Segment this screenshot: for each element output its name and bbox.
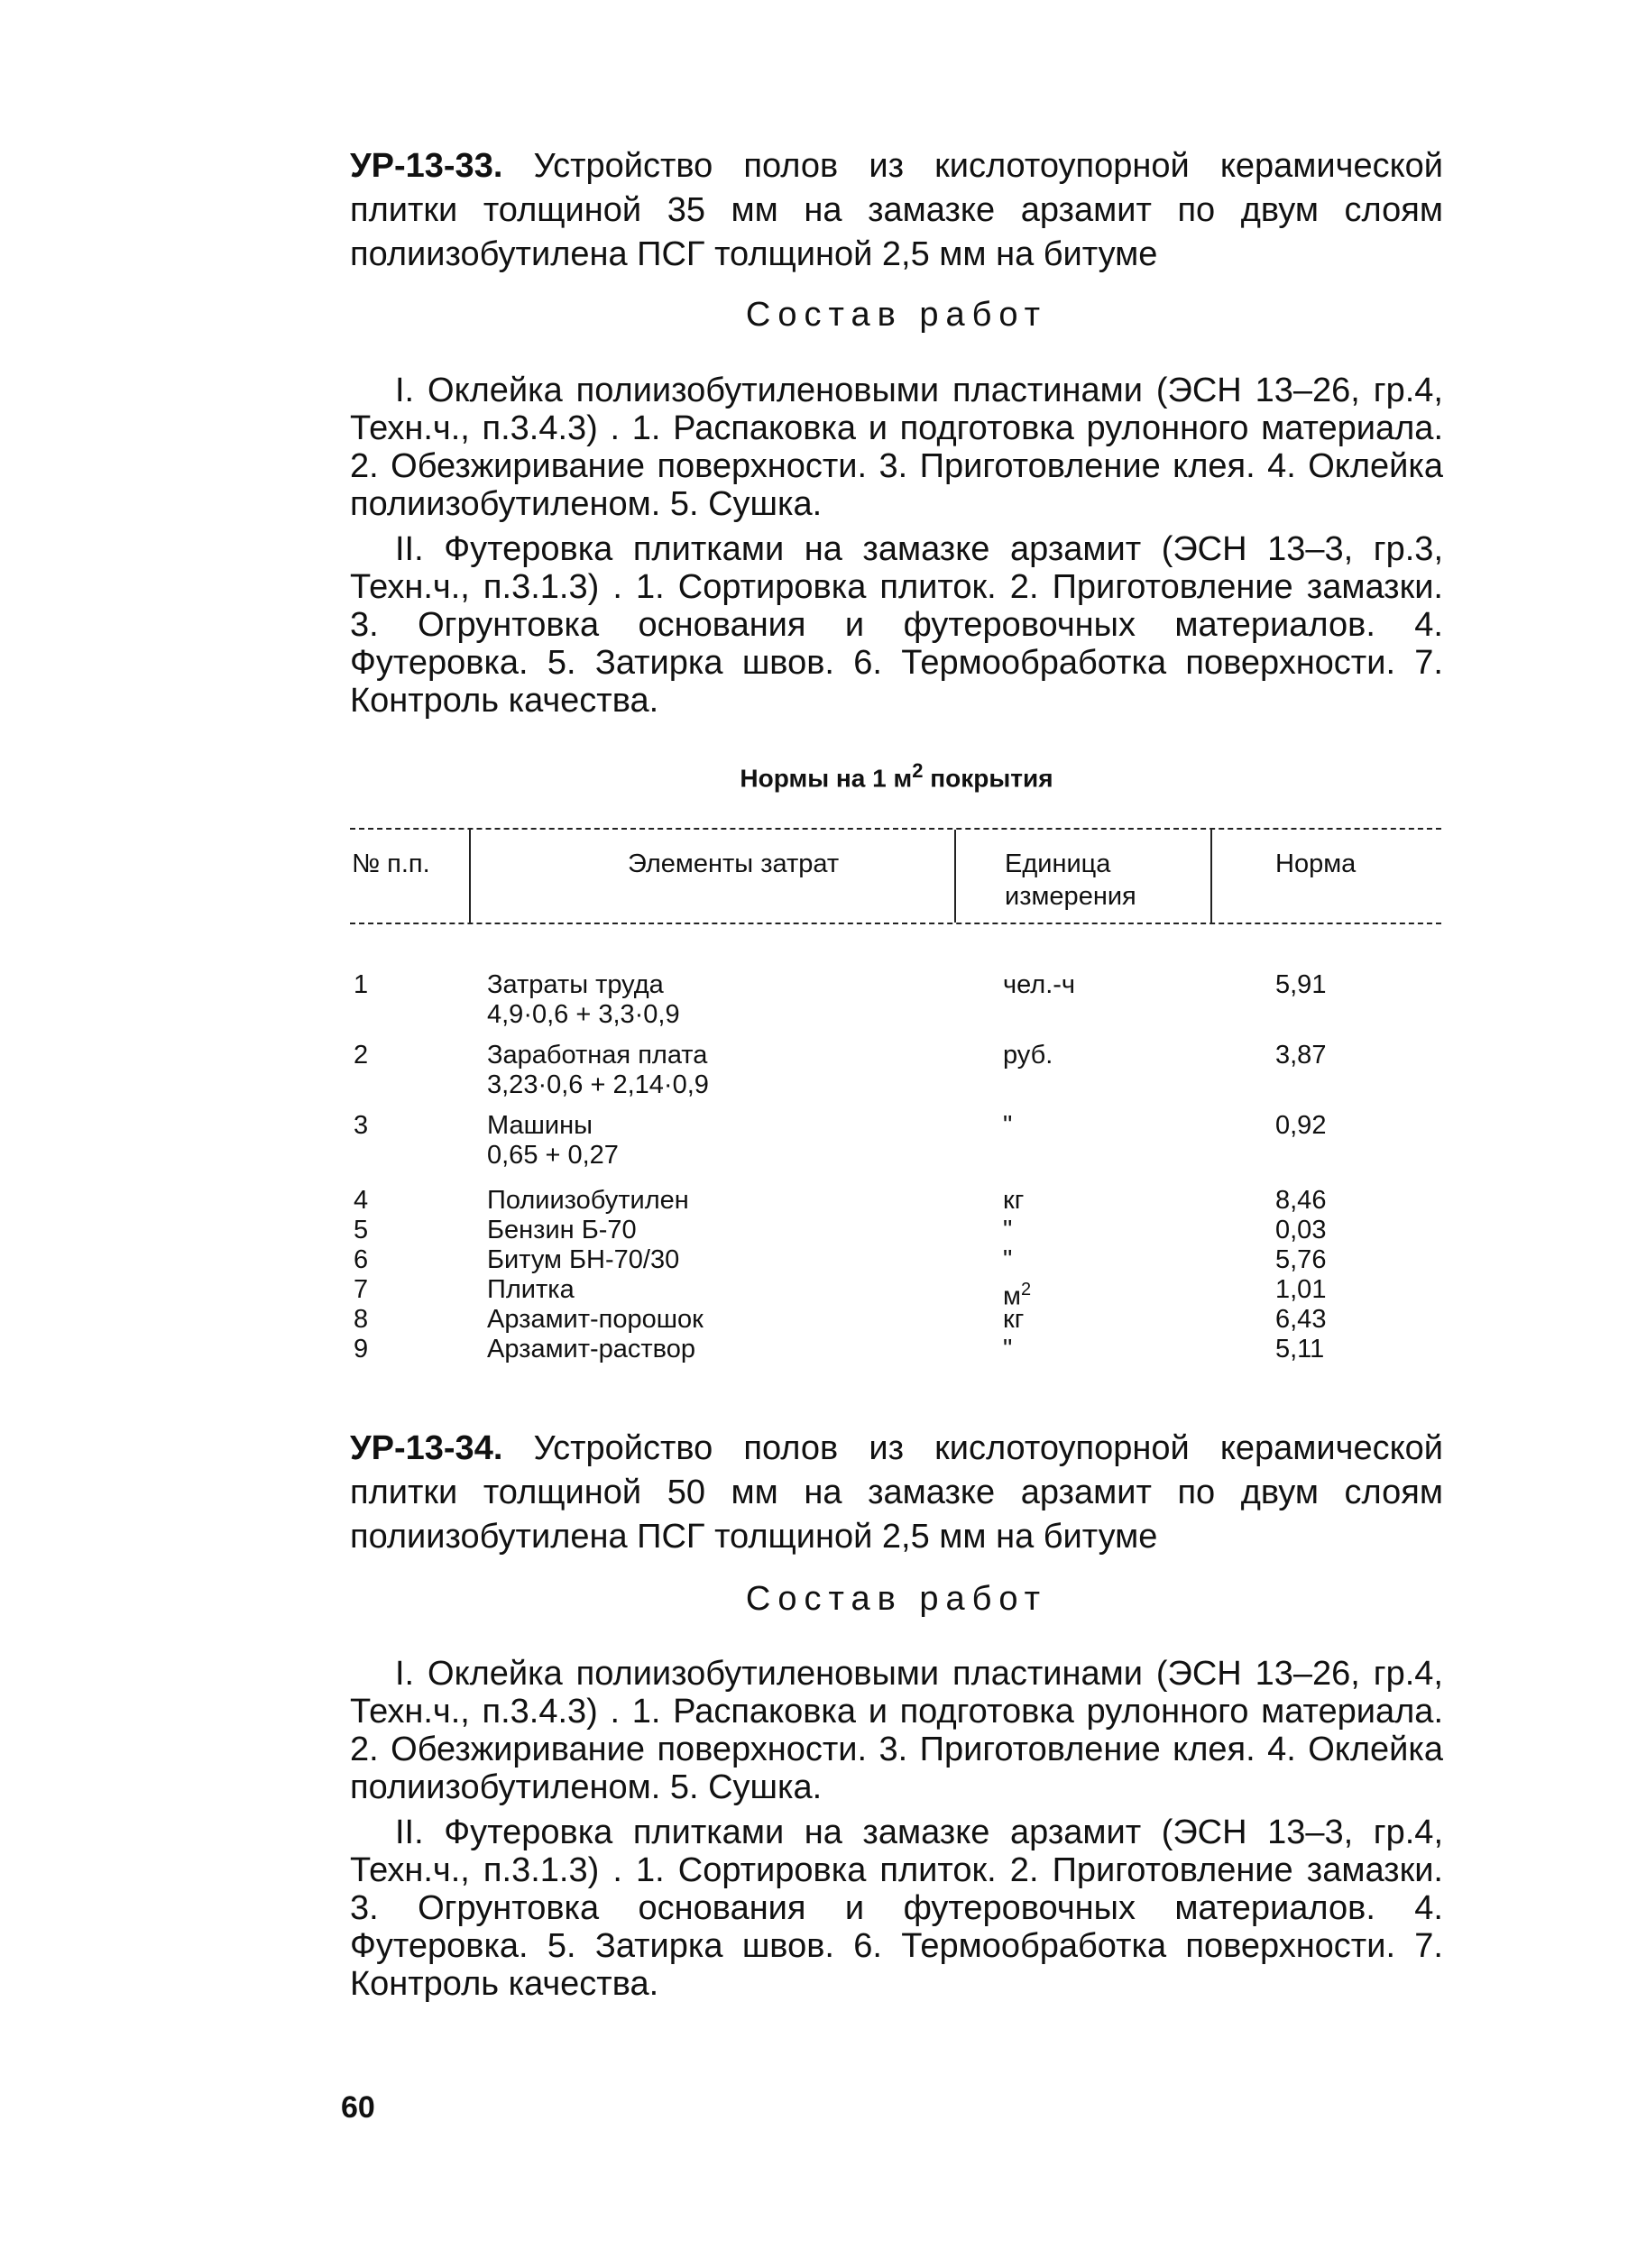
section-2-works-list xyxy=(350,1655,1443,2010)
row-num: 1 xyxy=(354,970,369,999)
row-norm: 3,87 xyxy=(1275,1041,1327,1070)
row-unit-superscript: 2 xyxy=(1020,1280,1032,1299)
row-num: 3 xyxy=(354,1111,369,1140)
row-unit: кг xyxy=(1003,1186,1025,1215)
page-number: 60 xyxy=(341,2090,375,2125)
row-norm: 5,11 xyxy=(1275,1335,1325,1364)
row-element xyxy=(487,970,680,1030)
row-unit: " xyxy=(1003,1245,1013,1274)
row-unit: " xyxy=(1003,1216,1013,1244)
row-element xyxy=(487,1111,619,1171)
row-norm: 0,03 xyxy=(1275,1216,1327,1244)
section-1-works-list xyxy=(350,372,1443,727)
header-num: № п.п. xyxy=(352,849,430,878)
row-unit: руб. xyxy=(1003,1041,1053,1070)
section-2-heading xyxy=(350,1427,1443,1559)
header-unit-line-1: Единица xyxy=(1005,849,1111,878)
row-unit-text: м xyxy=(1003,1281,1021,1311)
row-unit: " xyxy=(1003,1111,1013,1140)
header-unit xyxy=(1005,848,1136,913)
header-norm: Норма xyxy=(1275,849,1357,878)
row-element: Арзамит-раствор xyxy=(487,1335,696,1364)
row-element-name: Затраты труда xyxy=(487,970,664,999)
row-element: Бензин Б-70 xyxy=(487,1216,637,1244)
table-column-divider xyxy=(469,830,471,923)
norms-title-superscript: 2 xyxy=(912,759,924,782)
row-norm: 5,76 xyxy=(1275,1245,1327,1274)
table-column-divider xyxy=(954,830,956,923)
row-num: 8 xyxy=(354,1305,369,1334)
row-unit: кг xyxy=(1003,1305,1025,1334)
section-1-work-item: II. Футеровка плитками на замазке арзамит (ЭСН 13–3, гр.3, Техн.ч., п.3.1.3) . 1. Сортировка плиток. 2. Приготовление замазки. 3. Огрунтовка основания и футеровочных материалов. 4. Футеровка. 5. Затирка швов. 6. Термообработка поверхности. 7. Контроль качества. xyxy=(350,530,1443,720)
section-2-heading-text xyxy=(350,1427,1443,1559)
section-2-code: УР-13-34. xyxy=(350,1429,503,1467)
row-num: 4 xyxy=(354,1186,369,1215)
row-unit: " xyxy=(1003,1335,1013,1364)
section-1-title: Устройство полов из кислотоупорной керамической плитки толщиной 35 мм на замазке арзамит по двум слоям полиизобутилена ПСГ толщиной 2,5 мм на битуме xyxy=(350,147,1443,273)
section-1-code: УР-13-33. xyxy=(350,147,503,185)
row-element: Битум БН-70/30 xyxy=(487,1245,680,1274)
row-element: Плитка xyxy=(487,1275,575,1304)
section-1-heading-text xyxy=(350,144,1443,277)
header-element: Элементы затрат xyxy=(628,849,840,878)
row-element-name: Машины xyxy=(487,1111,593,1140)
row-norm: 0,92 xyxy=(1275,1111,1327,1140)
row-element-name: Заработная плата xyxy=(487,1041,708,1070)
row-element xyxy=(487,1041,709,1100)
row-num: 6 xyxy=(354,1245,369,1274)
table-header-rule xyxy=(350,923,1441,924)
section-1-work-item: I. Оклейка полиизобутиленовыми пластинами (ЭСН 13–26, гр.4, Техн.ч., п.3.4.3) . 1. Распаковка и подготовка рулонного материала. 2. Обезжиривание поверхности. 3. Приготовление клея. 4. Оклейка полиизобутиленом. 5. Сушка. xyxy=(350,372,1443,523)
row-element: Арзамит-порошок xyxy=(487,1305,704,1334)
row-element: Полиизобутилен xyxy=(487,1186,689,1215)
norms-table-title xyxy=(350,759,1443,793)
table-column-divider xyxy=(1210,830,1212,923)
row-num: 2 xyxy=(354,1041,369,1070)
row-unit: чел.-ч xyxy=(1003,970,1076,999)
row-element-formula: 4,9·0,6 + 3,3·0,9 xyxy=(487,1000,680,1029)
row-element-formula: 3,23·0,6 + 2,14·0,9 xyxy=(487,1070,709,1099)
row-norm: 6,43 xyxy=(1275,1305,1327,1334)
norms-title-text: Нормы на 1 м xyxy=(740,764,913,793)
row-num: 7 xyxy=(354,1275,369,1304)
table-top-rule xyxy=(350,828,1441,830)
row-element-formula: 0,65 + 0,27 xyxy=(487,1141,619,1170)
row-norm: 1,01 xyxy=(1275,1275,1327,1304)
section-2-work-item: II. Футеровка плитками на замазке арзамит (ЭСН 13–3, гр.4, Техн.ч., п.3.1.3) . 1. Сортировка плиток. 2. Приготовление замазки. 3. Огрунтовка основания и футеровочных материалов. 4. Футеровка. 5. Затирка швов. 6. Термообработка поверхности. 7. Контроль качества. xyxy=(350,1813,1443,2003)
row-norm: 8,46 xyxy=(1275,1186,1327,1215)
section-1-works-heading: Состав работ xyxy=(745,296,1048,334)
row-norm: 5,91 xyxy=(1275,970,1327,999)
header-unit-line-2: измерения xyxy=(1005,882,1136,911)
norms-title-suffix: покрытия xyxy=(923,764,1053,793)
section-2-works-heading: Состав работ xyxy=(745,1580,1048,1618)
row-num: 5 xyxy=(354,1216,369,1244)
section-2-work-item: I. Оклейка полиизобутиленовыми пластинами (ЭСН 13–26, гр.4, Техн.ч., п.3.4.3) . 1. Распаковка и подготовка рулонного материала. 2. Обезжиривание поверхности. 3. Приготовление клея. 4. Оклейка полиизобутиленом. 5. Сушка. xyxy=(350,1655,1443,1806)
section-2-title: Устройство полов из кислотоупорной керамической плитки толщиной 50 мм на замазке арзамит по двум слоям полиизобутилена ПСГ толщиной 2,5 мм на битуме xyxy=(350,1429,1443,1556)
section-1-heading xyxy=(350,144,1443,277)
row-num: 9 xyxy=(354,1335,369,1364)
